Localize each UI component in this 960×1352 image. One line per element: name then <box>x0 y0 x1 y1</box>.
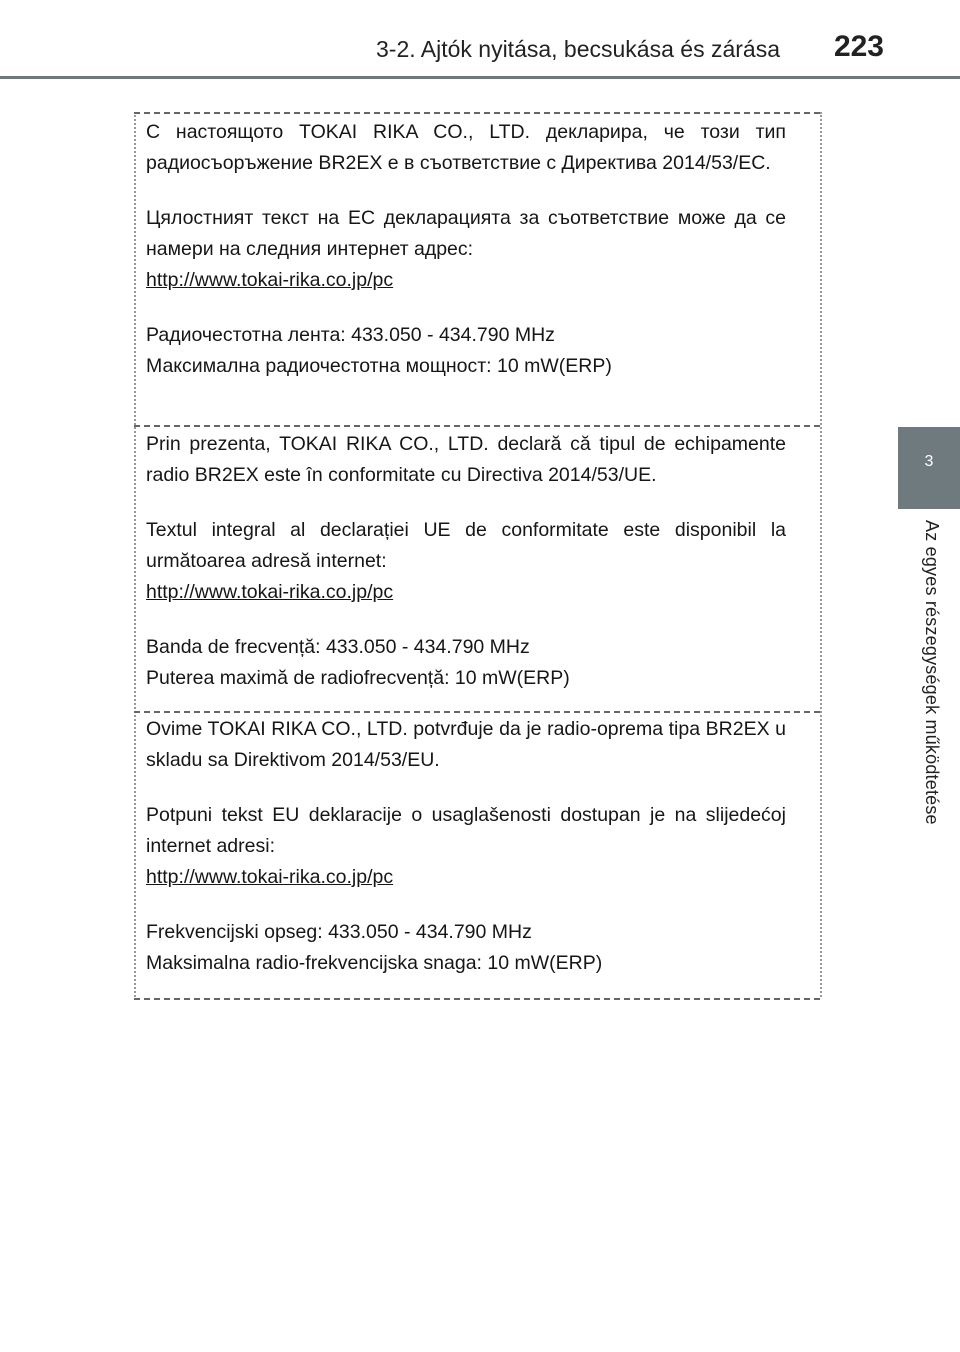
declaration-link[interactable]: http://www.tokai-rika.co.jp/pc <box>146 866 394 888</box>
declaration-section-bulgarian <box>146 117 786 382</box>
declaration-text: Ovime TOKAI RIKA CO., LTD. potvrđuje da je radio-oprema tipa BR2EX u skladu sa Direktivom 2014/53/EU. <box>146 718 786 771</box>
availability-text: Potpuni tekst EU deklaracije o usaglašenosti dostupan je na slijedećoj internet adresi: <box>146 804 786 857</box>
declaration-section-croatian <box>146 714 786 979</box>
max-power: Maksimalna radio-frekvencijska snaga: 10 mW(ERP) <box>146 952 603 974</box>
chapter-number: 3 <box>924 453 934 470</box>
declaration-text: Prin prezenta, TOKAI RIKA CO., LTD. declară că tipul de echipamente radio BR2EX este în conformitate cu Directiva 2014/53/UE. <box>146 433 786 486</box>
page-number: 223 <box>833 30 884 63</box>
declaration-section-romanian <box>146 429 786 694</box>
page-header <box>0 0 960 80</box>
max-power: Puterea maximă de radiofrecvență: 10 mW(ERP) <box>146 667 570 689</box>
frequency-band: Радиочестотна лента: 433.050 - 434.790 MHz <box>146 324 555 346</box>
section-title: 3-2. Ajtók nyitása, becsukása és zárása <box>376 36 780 62</box>
chapter-tab <box>898 427 960 509</box>
availability-text: Цялостният текст на ЕС декларацията за съответствие може да се намери на следния интернет адрес: <box>146 207 786 260</box>
declaration-link[interactable]: http://www.tokai-rika.co.jp/pc <box>146 269 394 291</box>
frequency-band: Banda de frecvență: 433.050 - 434.790 MHz <box>146 636 530 658</box>
box-border-right <box>820 112 822 997</box>
frequency-band: Frekvencijski opseg: 433.050 - 434.790 MHz <box>146 921 532 943</box>
header-divider <box>0 76 960 79</box>
max-power: Максимална радиочестотна мощност: 10 mW(ERP) <box>146 355 612 377</box>
chapter-label: Az egyes részegységek működtetése <box>922 520 942 825</box>
availability-text: Textul integral al declarației UE de conformitate este disponibil la următoarea adresă internet: <box>146 519 786 572</box>
declaration-text: С настоящото TOKAI RIKA CO., LTD. декларира, че този тип радиосъоръжение BR2EX е в съответствие с Директива 2014/53/ЕС. <box>146 121 786 174</box>
declaration-link[interactable]: http://www.tokai-rika.co.jp/pc <box>146 581 394 603</box>
